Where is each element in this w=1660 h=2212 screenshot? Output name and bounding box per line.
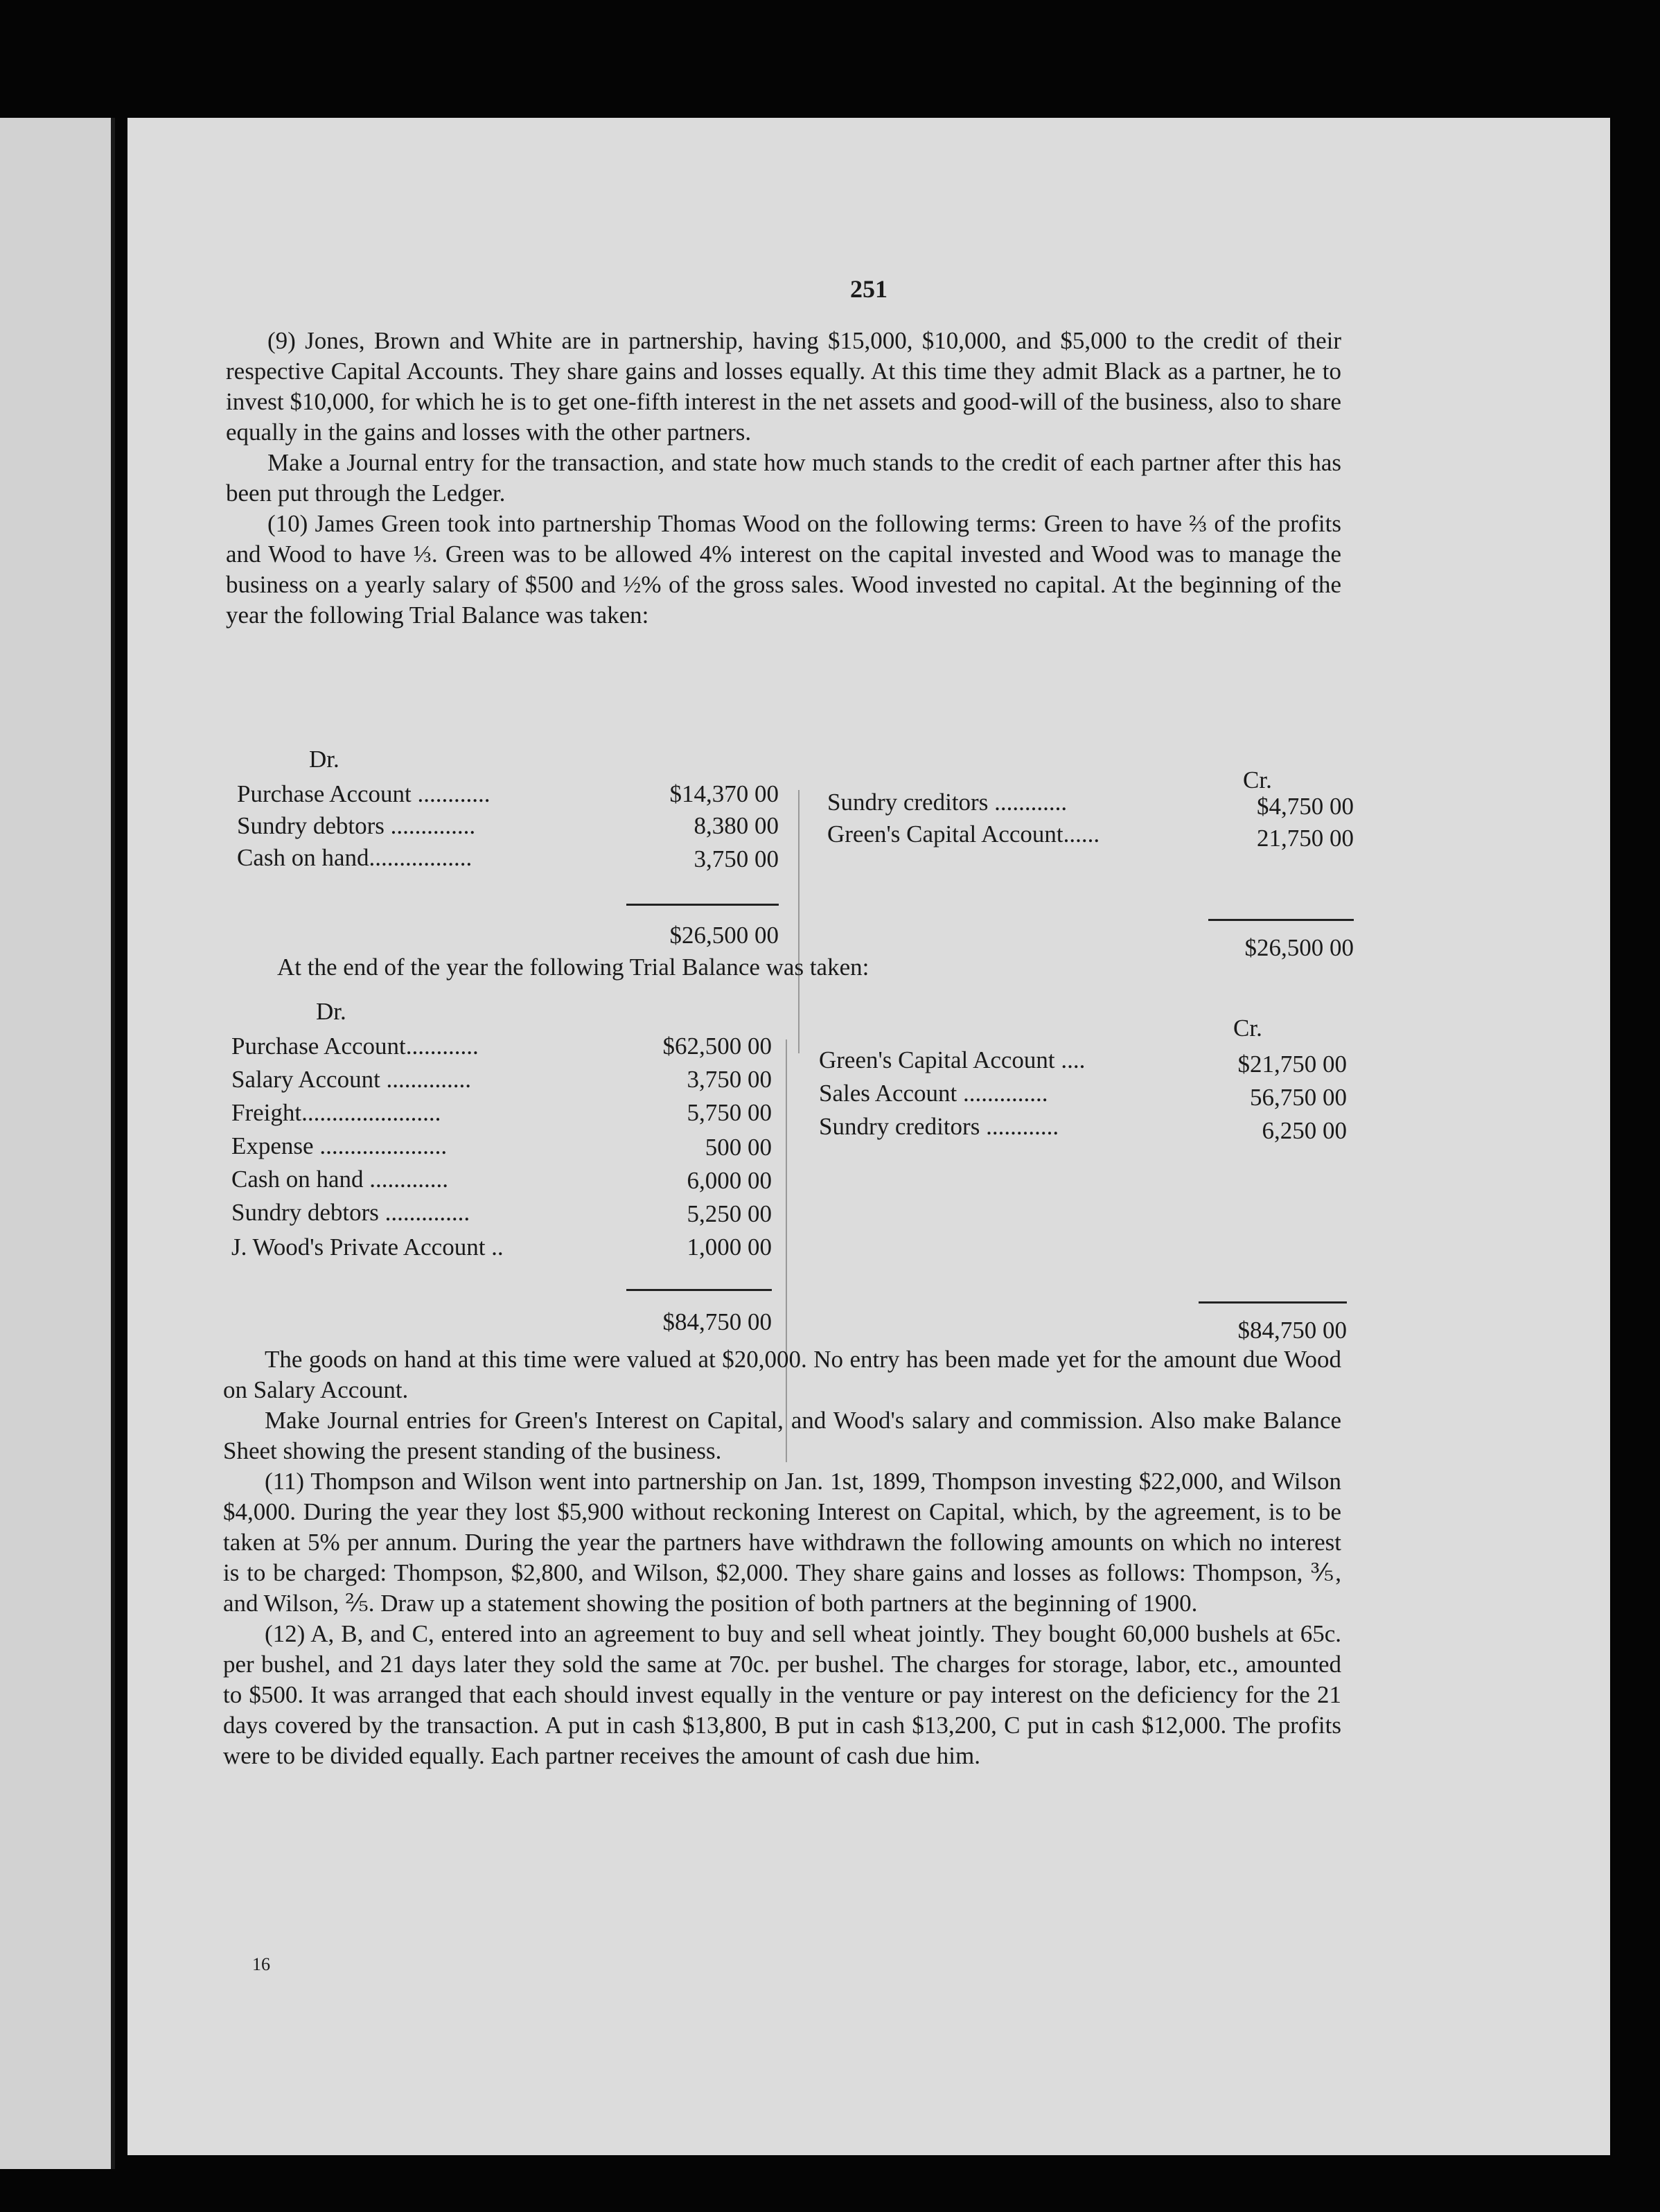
tb2-dr-row-amount: $62,500 00 (662, 1033, 772, 1060)
tb1-cr-row-label: Sundry creditors ............ (827, 789, 1068, 816)
tb2-cr-row-label: Sundry creditors ............ (819, 1113, 1059, 1140)
book-page (127, 118, 1610, 2155)
tb2-dr-row-amount: 5,750 00 (687, 1099, 772, 1126)
facing-page-edge (0, 118, 115, 2169)
tb2-cr-row-label: Sales Account .............. (819, 1080, 1048, 1107)
tb1-cr-row-label: Green's Capital Account...... (827, 820, 1100, 848)
tb1-cr-rule (1208, 919, 1354, 921)
problem-9-text: (9) Jones, Brown and White are in partnership, having $15,000, $10,000, and $5,000 to the credit of their respective Capital Accounts. They share gains and losses equally. At this time they admit Black as a partner, he to invest $10,000, for which he is to get one-fifth interest in the net assets and good-will of the business, also to share equally in the gains and losses with the other partners. (226, 327, 1341, 446)
tb2-dr-rule (626, 1289, 772, 1291)
tb1-divider (798, 790, 800, 1053)
problems-10-to-12 (223, 1344, 1341, 1771)
tb2-dr-row-label: Salary Account .............. (231, 1066, 472, 1093)
signature-mark: 16 (252, 1954, 270, 1974)
tb2-cr-row-amount: 6,250 00 (1262, 1117, 1347, 1144)
tb2-cr-row-amount: $21,750 00 (1237, 1051, 1347, 1078)
tb1-dr-row-label: Purchase Account ............ (237, 780, 491, 807)
tb1-dr-rule (626, 904, 779, 906)
tb2-dr-row-amount: 3,750 00 (687, 1066, 772, 1093)
tb2-dr-row-label: Cash on hand ............. (231, 1166, 449, 1193)
tb1-dr-row-label: Cash on hand................. (237, 844, 473, 871)
problem-12-text: (12) A, B, and C, entered into an agreement to buy and sell wheat jointly. They bought 60,000 bushels at 65c. per bushel, and 21 days later they sold the same at 70c. per bushel. The charges for storage, labor, etc., amounted to $500. It was arranged that each should invest equally in the venture or pay interest on the deficiency for the 21 days covered by the transaction. A put in cash $13,800, B put in cash $13,200, C put in cash $12,000. The profits were to be divided equally. Each partner receives the amount of cash due him. (223, 1620, 1341, 1769)
tb1-cr-row-amount: 21,750 00 (1257, 825, 1354, 852)
page-number: 251 (850, 275, 888, 303)
tb2-dr-row-label: J. Wood's Private Account .. (231, 1234, 504, 1261)
tb2-cr-row-amount: 56,750 00 (1250, 1084, 1347, 1111)
tb2-dr-row-label: Expense ..................... (231, 1132, 448, 1159)
problem-10-note: The goods on hand at this time were valued at $20,000. No entry has been made yet for the amount due Wood on Salary Account. (223, 1346, 1341, 1403)
tb2-dr-total: $84,750 00 (662, 1308, 772, 1335)
tb2-dr-label: Dr. (316, 998, 346, 1025)
tb1-dr-row-amount: 8,380 00 (694, 812, 779, 839)
problem-11-text: (11) Thompson and Wilson went into partnership on Jan. 1st, 1899, Thompson investing $22,000, and Wilson $4,000. During the year they lost $5,900 without reckoning Interest on Capital, which, by the agreement, is to be taken at 5% per annum. During the year the partners have withdrawn the following amounts on which no interest is to be charged: Thompson, $2,800, and Wilson, $2,000. They share gains and losses as follows: Thompson, ⅗, and Wilson, ⅖. Draw up a statement showing the position of both partners at the beginning of 1900. (223, 1468, 1341, 1617)
problem-10-instructions: Make Journal entries for Green's Interest on Capital, and Wood's salary and commission. Also make Balance Sheet showing the present standing of the business. (223, 1407, 1341, 1464)
tb1-cr-row-amount: $4,750 00 (1257, 793, 1354, 820)
problem-10-text: (10) James Green took into partnership Thomas Wood on the following terms: Green to have ⅔ of the profits and Wood to have ⅓. Green was to be allowed 4% interest on the capital invested and Wood was to manage the business on a yearly salary of $500 and ½% of the gross sales. Wood invested no capital. At the beginning of the year the following Trial Balance was taken: (226, 510, 1341, 629)
tb2-dr-row-label: Freight....................... (231, 1099, 441, 1126)
tb1-cr-label: Cr. (1243, 766, 1272, 793)
tb2-dr-row-amount: 500 00 (705, 1134, 772, 1161)
tb2-dr-row-amount: 5,250 00 (687, 1200, 772, 1227)
tb2-intro: At the end of the year the following Trial Balance was taken: (277, 954, 869, 981)
tb2-cr-total: $84,750 00 (1237, 1317, 1347, 1344)
tb2-dr-row-label: Purchase Account............ (231, 1033, 479, 1060)
tb2-dr-row-label: Sundry debtors .............. (231, 1199, 470, 1226)
tb2-cr-rule (1199, 1301, 1347, 1304)
tb2-cr-row-label: Green's Capital Account .... (819, 1046, 1086, 1073)
tb1-dr-row-label: Sundry debtors .............. (237, 812, 476, 839)
tb1-dr-total: $26,500 00 (669, 922, 779, 949)
problem-9-instructions: Make a Journal entry for the transaction, and state how much stands to the credit of each partner after this has been put through the Ledger. (226, 449, 1341, 507)
tb1-cr-total: $26,500 00 (1244, 934, 1354, 961)
problem-9 (226, 326, 1341, 631)
tb2-dr-row-amount: 1,000 00 (687, 1234, 772, 1261)
tb2-cr-label: Cr. (1233, 1015, 1262, 1042)
tb1-dr-row-amount: 3,750 00 (694, 845, 779, 872)
tb2-dr-row-amount: 6,000 00 (687, 1167, 772, 1194)
tb1-dr-row-amount: $14,370 00 (669, 780, 779, 807)
tb1-dr-label: Dr. (309, 746, 339, 773)
